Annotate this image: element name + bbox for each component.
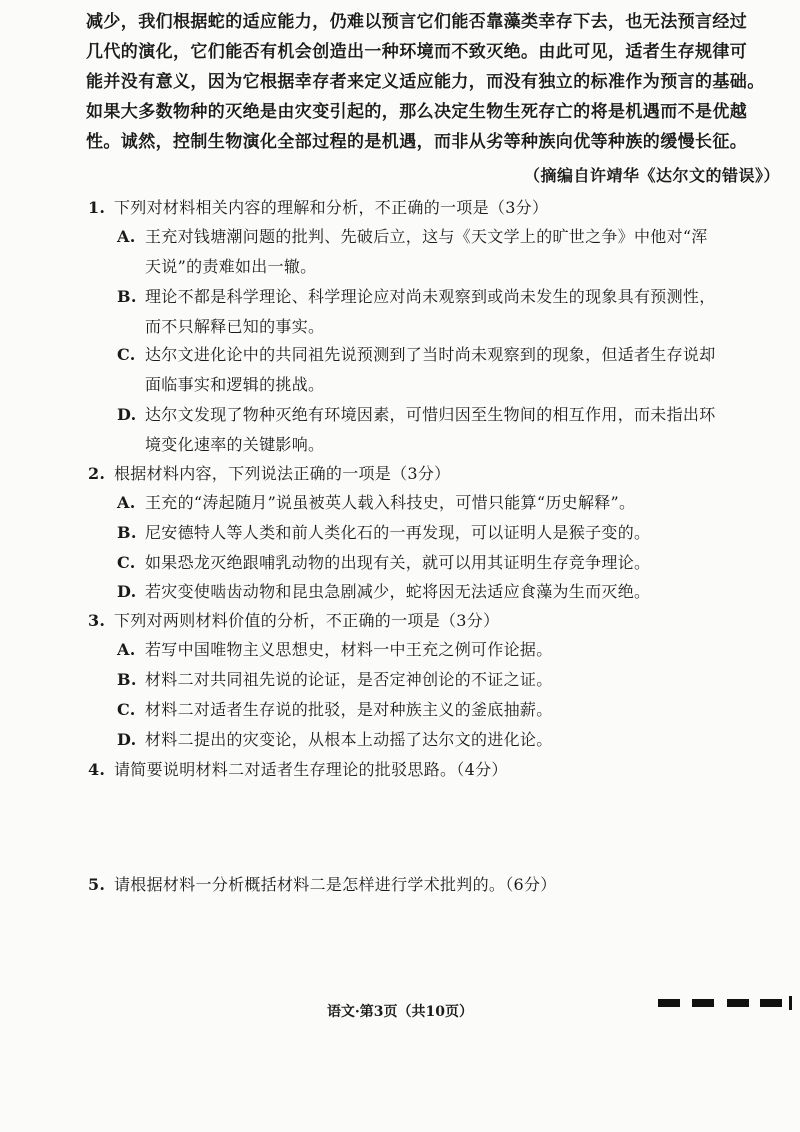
option-text: 如果恐龙灭绝跟哺乳动物的出现有关，就可以用其证明生存竞争理论。 xyxy=(145,553,651,572)
question-stem: 请简要说明材料二对适者生存理论的批驳思路。（4分） xyxy=(114,760,508,779)
option-text-continued: 境变化速率的关键影响。 xyxy=(145,435,325,454)
q1-option-c xyxy=(117,342,716,365)
option-text: 材料二提出的灾变论，从根本上动摇了达尔文的进化论。 xyxy=(145,730,553,749)
question-stem: 下列对两则材料价值的分析，不正确的一项是（3分） xyxy=(114,611,500,630)
question-2 xyxy=(88,461,450,484)
option-text: 材料二对共同祖先说的论证，是否定神创论的不证之证。 xyxy=(145,670,553,689)
page-footer: 语文·第3页（共10页） xyxy=(326,1004,474,1020)
option-letter: C. xyxy=(117,345,136,364)
q2-option-b xyxy=(117,520,650,543)
question-3 xyxy=(88,608,499,631)
question-number: 1. xyxy=(88,198,106,217)
q1-option-a xyxy=(117,224,708,247)
passage-line: 几代的演化，它们能否有机会创造出一种环境而不致灭绝。由此可见，适者生存规律可 xyxy=(86,42,748,62)
passage-source: （摘编自许靖华《达尔文的错误》） xyxy=(523,166,780,185)
alignment-marks xyxy=(652,996,800,1010)
question-number: 5. xyxy=(88,875,106,894)
option-letter: D. xyxy=(117,405,137,424)
option-text: 尼安德特人等人类和前人类化石的一再发现，可以证明人是猴子变的。 xyxy=(145,523,651,542)
passage-line: 减少，我们根据蛇的适应能力，仍难以预言它们能否靠藻类幸存下去，也无法预言经过 xyxy=(86,12,748,32)
option-letter: A. xyxy=(117,640,136,659)
q2-option-d xyxy=(117,579,650,602)
q1-option-d xyxy=(117,402,716,425)
q1-option-b xyxy=(117,284,716,307)
question-4 xyxy=(88,757,508,780)
option-text: 王充的“涛起随月”说虽被英人载入科技史，可惜只能算“历史解释”。 xyxy=(145,493,636,512)
alignment-mark xyxy=(760,999,782,1007)
option-letter: B. xyxy=(117,670,137,689)
option-text: 达尔文进化论中的共同祖先说预测到了当时尚未观察到的现象，但适者生存说却 xyxy=(145,345,716,364)
q2-option-a xyxy=(117,490,635,513)
option-text: 材料二对适者生存说的批驳，是对种族主义的釜底抽薪。 xyxy=(145,700,553,719)
option-text: 理论不都是科学理论、科学理论应对尚未观察到或尚未发生的现象具有预测性， xyxy=(145,287,716,306)
alignment-bar xyxy=(789,996,792,1010)
option-letter: B. xyxy=(117,287,137,306)
question-number: 4. xyxy=(88,760,106,779)
alignment-mark xyxy=(692,999,714,1007)
option-text-continued: 面临事实和逻辑的挑战。 xyxy=(145,375,325,394)
option-text: 若写中国唯物主义思想史，材料一中王充之例可作论据。 xyxy=(145,640,553,659)
question-1 xyxy=(88,195,548,218)
option-letter: D. xyxy=(117,730,137,749)
alignment-mark xyxy=(658,999,680,1007)
option-text: 若灾变使啮齿动物和昆虫急剧减少，蛇将因无法适应食藻为生而灭绝。 xyxy=(145,582,651,601)
option-letter: C. xyxy=(117,700,136,719)
alignment-mark xyxy=(727,999,749,1007)
q3-option-a xyxy=(117,637,553,660)
q3-option-b xyxy=(117,667,553,690)
q3-option-c xyxy=(117,697,553,720)
question-5 xyxy=(88,872,557,895)
option-letter: A. xyxy=(117,493,136,512)
passage-line: 如果大多数物种的灭绝是由灾变引起的，那么决定生物生死存亡的将是机遇而不是优越 xyxy=(86,102,748,122)
question-number: 2. xyxy=(88,464,106,483)
passage-line: 能并没有意义，因为它根据幸存者来定义适应能力，而没有独立的标准作为预言的基础。 xyxy=(86,72,765,92)
option-text-continued: 而不只解释已知的事实。 xyxy=(145,317,325,336)
question-stem: 根据材料内容，下列说法正确的一项是（3分） xyxy=(114,464,451,483)
option-text: 达尔文发现了物种灭绝有环境因素，可惜归因至生物间的相互作用，而未指出环 xyxy=(145,405,716,424)
option-letter: C. xyxy=(117,553,136,572)
option-text-continued: 天说”的责难如出一辙。 xyxy=(145,257,317,276)
question-stem: 请根据材料一分析概括材料二是怎样进行学术批判的。（6分） xyxy=(114,875,557,894)
passage-text xyxy=(86,7,788,157)
question-number: 3. xyxy=(88,611,106,630)
option-letter: A. xyxy=(117,227,136,246)
q3-option-d xyxy=(117,727,553,750)
option-text: 王充对钱塘潮问题的批判、先破后立，这与《天文学上的旷世之争》中他对“浑 xyxy=(145,227,708,246)
option-letter: D. xyxy=(117,582,137,601)
passage-line: 性。诚然，控制生物演化全部过程的是机遇，而非从劣等种族向优等种族的缓慢长征。 xyxy=(86,132,748,152)
q2-option-c xyxy=(117,550,650,573)
option-letter: B. xyxy=(117,523,137,542)
question-stem: 下列对材料相关内容的理解和分析，不正确的一项是（3分） xyxy=(114,198,549,217)
